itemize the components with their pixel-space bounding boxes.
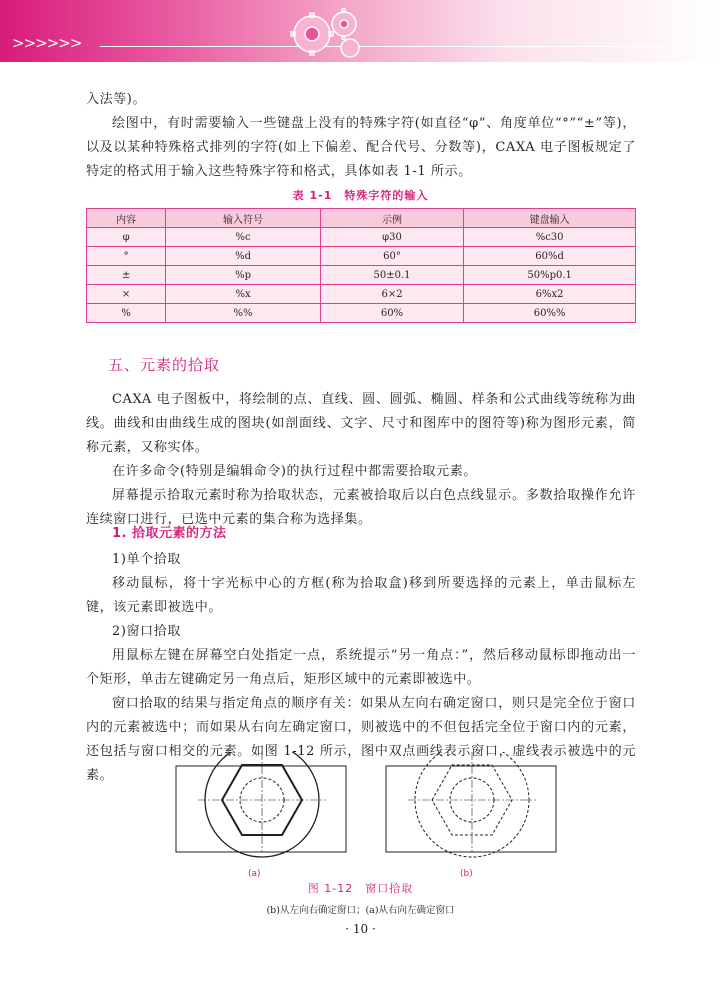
table-cell: 60° xyxy=(320,247,463,266)
single-pick-title: 1)单个拾取 xyxy=(112,552,181,567)
table-cell: 50%p0.1 xyxy=(464,266,636,285)
table-cell: 6%x2 xyxy=(464,285,636,304)
page-header xyxy=(0,0,721,62)
figure-a-drawing xyxy=(176,752,346,857)
table-cell: × xyxy=(87,285,166,304)
table-cell: 6×2 xyxy=(320,285,463,304)
figure-b-drawing xyxy=(386,752,556,857)
table-row xyxy=(87,304,636,323)
gears-icon xyxy=(272,4,372,60)
figure-caption: 图 1-12 窗口拾取 xyxy=(307,882,414,895)
table-header-row xyxy=(87,209,636,228)
single-pick-text: 移动鼠标，将十字光标中心的方框(称为拾取盒)移到所要选择的元素上，单击鼠标左键，该元素即被选中。 xyxy=(86,576,636,615)
figure-label-b: (b) xyxy=(460,869,473,879)
table-header-cell: 键盘输入 xyxy=(464,209,636,228)
page-number: · 10 · xyxy=(345,922,376,936)
figure-note: (b)从左向右确定窗口；(a)从右向左确定窗口 xyxy=(266,905,455,916)
table-cell: φ xyxy=(87,228,166,247)
table-cell: 60%d xyxy=(464,247,636,266)
window-pick-figure xyxy=(168,752,568,884)
header-rule xyxy=(100,46,670,47)
window-pick-text: 用鼠标左键在屏幕空白处指定一点，系统提示“另一角点：”，然后移动鼠标即拖动出一个矩形，单击左键确定另一角点后，矩形区域中的元素即被选中。 xyxy=(86,648,636,687)
table-cell: %d xyxy=(166,247,321,266)
table-cell: ± xyxy=(87,266,166,285)
section-title: 五、元素的拾取 xyxy=(108,356,221,374)
table-cell: % xyxy=(87,304,166,323)
table-cell: %c xyxy=(166,228,321,247)
table-cell: φ30 xyxy=(320,228,463,247)
table-cell: %x xyxy=(166,285,321,304)
subsection-title: 1. 拾取元素的方法 xyxy=(112,526,227,541)
table-row xyxy=(87,266,636,285)
table-cell: ° xyxy=(87,247,166,266)
table-cell: 60% xyxy=(320,304,463,323)
paragraph-pick-state: 屏幕提示拾取元素时称为拾取状态，元素被拾取后以白色点线显示。多数拾取操作允许连续窗口进行，已选中元素的集合称为选择集。 xyxy=(86,488,636,527)
paragraph-special-chars: 绘图中，有时需要输入一些键盘上没有的特殊字符(如直径“φ”、角度单位“°”“±”等)，以及以某种特殊格式排列的字符(如上下偏差、配合代号、分数等)，CAXA 电子图板规定了特定的格式用于输入这些特殊字符和格式，具体如表 1-1 所示。 xyxy=(86,116,636,179)
table-header-cell: 输入符号 xyxy=(166,209,321,228)
window-pick-order-text: 窗口拾取的结果与指定角点的顺序有关：如果从左向右确定窗口，则只是完全位于窗口内的元素被选中；而如果从右向左确定窗口，则被选中的不但包括完全位于窗口内的元素，还包括与窗口相交的元素。如图 1-12 所示，图中双点画线表示窗口，虚线表示被选中的元素。 xyxy=(86,696,636,783)
figure-label-a: (a) xyxy=(248,869,261,879)
table-header-cell: 示例 xyxy=(320,209,463,228)
table-cell: 60%% xyxy=(464,304,636,323)
table-cell: %c30 xyxy=(464,228,636,247)
table-cell: 50±0.1 xyxy=(320,266,463,285)
table-cell: %p xyxy=(166,266,321,285)
paragraph-editing: 在许多命令(特别是编辑命令)的执行过程中都需要拾取元素。 xyxy=(112,464,477,479)
table-caption: 表 1-1 特殊字符的输入 xyxy=(292,189,429,202)
special-char-table xyxy=(86,208,636,323)
table-row xyxy=(87,247,636,266)
table-header-cell: 内容 xyxy=(87,209,166,228)
paragraph-curves: CAXA 电子图板中，将绘制的点、直线、圆、圆弧、椭圆、样条和公式曲线等统称为曲线。曲线和由曲线生成的图块(如剖面线、文字、尺寸和图库中的图符等)称为图形元素，简称元素，又称实体。 xyxy=(86,392,636,455)
window-pick-title: 2)窗口拾取 xyxy=(112,624,181,639)
paragraph-continuation: 入法等)。 xyxy=(86,92,147,107)
table-row xyxy=(87,228,636,247)
table-row xyxy=(87,285,636,304)
chevron-decoration: >>>>>> xyxy=(12,34,82,52)
table-cell: %% xyxy=(166,304,321,323)
